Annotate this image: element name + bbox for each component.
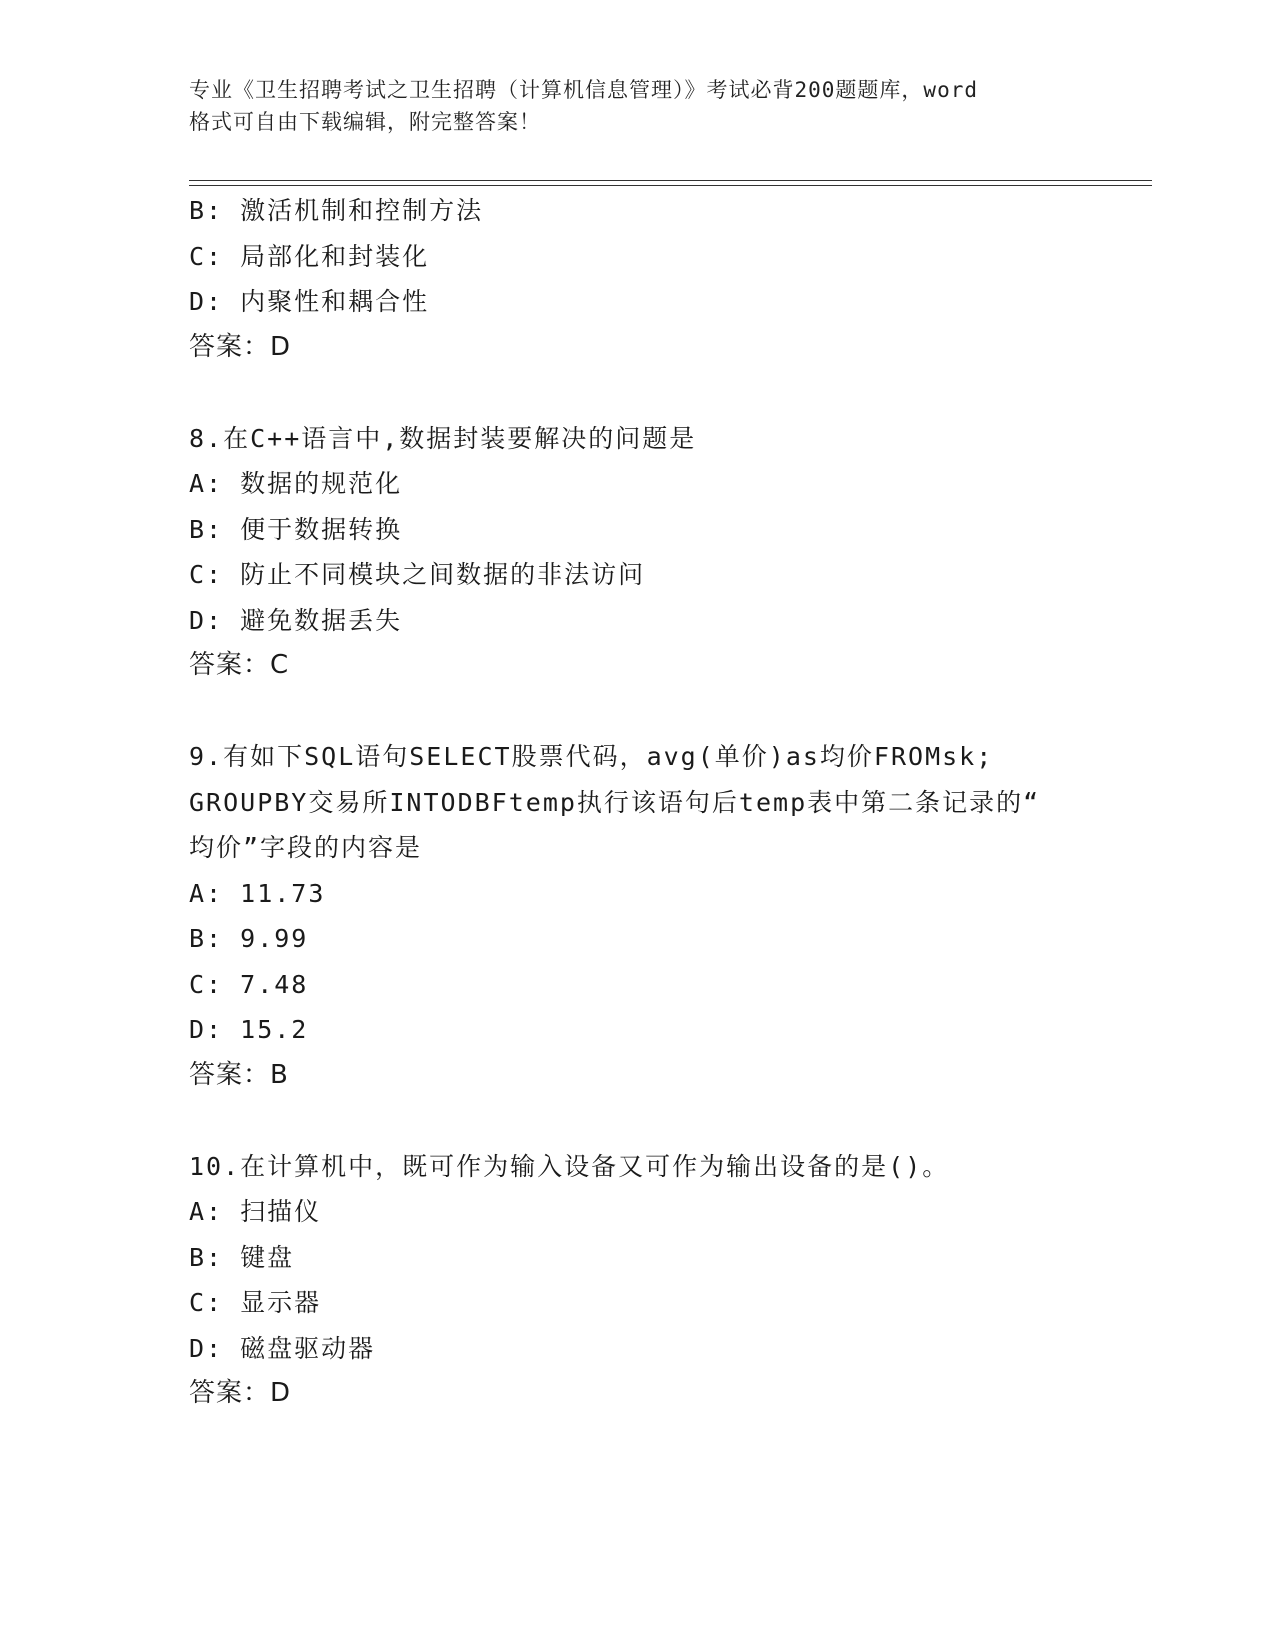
- question-8-answer: 答案：C: [189, 650, 290, 680]
- question-7-answer: 答案：D: [189, 331, 292, 362]
- question-8: [189, 416, 1089, 689]
- question-8-option-a: A: 数据的规范化: [189, 469, 403, 498]
- header-divider-top: [189, 180, 1152, 181]
- question-9-option-b: B: 9.99: [189, 924, 309, 953]
- question-9-stem-line-3: 均价”字段的内容是: [189, 833, 423, 862]
- question-10-option-a: A: 扫描仪: [189, 1197, 322, 1226]
- spacer: [189, 689, 1089, 735]
- question-7-option-c: C: 局部化和封装化: [189, 241, 430, 271]
- question-8-option-c: C: 防止不同模块之间数据的非法访问: [189, 560, 646, 589]
- question-10-option-c: C: 显示器: [189, 1288, 322, 1317]
- question-10-answer: 答案：D: [189, 1378, 292, 1408]
- question-10-option-d: D: 磁盘驱动器: [189, 1333, 376, 1363]
- question-7: [189, 188, 1089, 370]
- header-title-line-2: 格式可自由下载编辑，附完整答案！: [189, 110, 541, 134]
- question-9-stem-line-1: 9.有如下SQL语句SELECT股票代码，avg(单价)as均价FROMsk;: [189, 742, 994, 771]
- question-10-option-b: B: 键盘: [189, 1242, 295, 1272]
- question-8-option-d: D: 避免数据丢失: [189, 605, 403, 635]
- document-header: [189, 74, 1089, 138]
- question-9-option-c: C: 7.48: [189, 969, 309, 999]
- question-7-option-b: B: 激活机制和控制方法: [189, 196, 484, 225]
- question-9-answer: 答案：B: [189, 1059, 289, 1090]
- question-9-option-d: D: 15.2: [189, 1015, 309, 1044]
- header-divider-bottom: [189, 185, 1152, 186]
- spacer: [189, 1098, 1089, 1144]
- question-9-stem-line-2: GROUPBY交易所INTODBFtemp执行该语句后temp表中第二条记录的“: [189, 787, 1041, 817]
- question-10: [189, 1144, 1089, 1417]
- spacer: [189, 370, 1089, 416]
- header-title-line-1: 专业《卫生招聘考试之卫生招聘（计算机信息管理）》考试必背200题题库，word: [189, 78, 978, 102]
- question-8-stem: 8.在C++语言中,数据封装要解决的问题是: [189, 423, 697, 453]
- question-10-stem: 10.在计算机中，既可作为输入设备又可作为输出设备的是()。: [189, 1151, 950, 1181]
- question-9-option-a: A: 11.73: [189, 878, 326, 908]
- question-7-option-d: D: 内聚性和耦合性: [189, 287, 430, 316]
- question-9: [189, 734, 1089, 1098]
- question-list: [189, 188, 1089, 1417]
- question-8-option-b: B: 便于数据转换: [189, 514, 403, 544]
